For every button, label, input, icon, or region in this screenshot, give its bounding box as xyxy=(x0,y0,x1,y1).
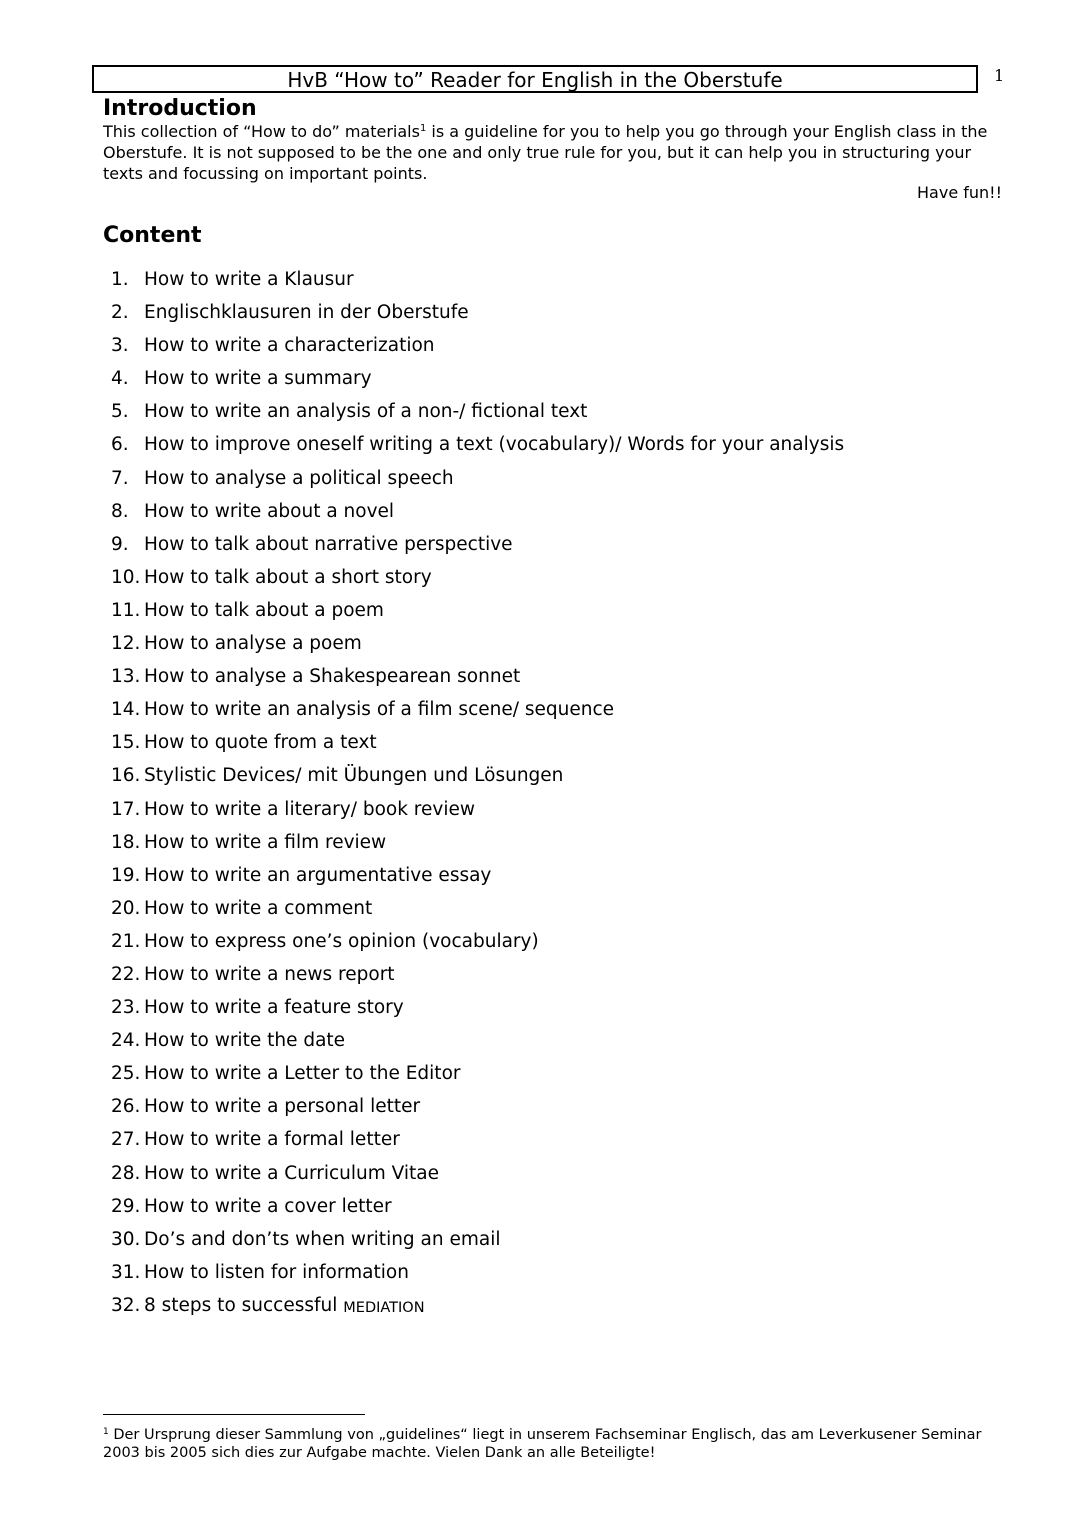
table-of-contents xyxy=(111,266,844,1325)
toc-item-text: How to talk about a short story xyxy=(144,566,432,588)
toc-item-text: How to write a personal letter xyxy=(144,1096,421,1118)
toc-item-number: 24. xyxy=(111,1030,141,1052)
toc-item xyxy=(111,332,844,365)
content-heading: Content xyxy=(103,223,202,248)
toc-item xyxy=(111,1160,844,1193)
toc-item xyxy=(111,1292,844,1325)
toc-item-number: 15. xyxy=(111,732,141,754)
toc-item-number: 25. xyxy=(111,1063,141,1085)
toc-item-text: How to talk about narrative perspective xyxy=(144,533,513,555)
toc-item-number: 4. xyxy=(111,368,129,390)
toc-item-text: How to write a formal letter xyxy=(144,1129,400,1151)
toc-item-number: 1. xyxy=(111,269,129,290)
toc-item-text: How to improve oneself writing a text (vocabulary)/ Words for your analysis xyxy=(144,434,845,456)
toc-item-number: 2. xyxy=(111,302,129,324)
toc-item-number: 8. xyxy=(111,500,129,522)
toc-item-text: How to analyse a Shakespearean sonnet xyxy=(144,666,521,688)
toc-item-number: 17. xyxy=(111,798,141,820)
toc-item xyxy=(111,994,844,1027)
toc-item xyxy=(111,829,844,862)
toc-item xyxy=(111,663,844,696)
intro-text-start: This collection of “How to do” materials xyxy=(103,122,420,141)
toc-item-text: How to talk about a poem xyxy=(144,599,384,621)
toc-item-number: 30. xyxy=(111,1228,141,1250)
toc-item-number: 18. xyxy=(111,831,141,853)
footnote-text: Der Ursprung dieser Sammlung von „guidelines“ liegt in unserem Fachseminar Englisch, das am Leverkusener Seminar 2003 bis 2005 sich dies zur Aufgabe machte. Vielen Dank an alle Beteiligte! xyxy=(103,1427,982,1461)
introduction-paragraph xyxy=(103,121,1003,184)
intro-text-end: is a guideline for you to help you go through your English class in the Oberstufe. It is not supposed to be the one and only true rule for you, but it can help you in structuring your texts and focussing on important points. xyxy=(103,122,988,183)
toc-item-text: How to write an analysis of a film scene/ sequence xyxy=(144,699,614,721)
toc-item-number: 22. xyxy=(111,963,141,985)
toc-item-text: How to write a Letter to the Editor xyxy=(144,1063,461,1085)
footnote-mark: 1 xyxy=(103,1427,109,1437)
toc-item-text: How to write about a novel xyxy=(144,500,395,522)
toc-item-number: 21. xyxy=(111,930,141,952)
document-title: HvB “How to” Reader for English in the Oberstufe xyxy=(92,65,978,93)
toc-item xyxy=(111,398,844,431)
toc-item-number: 28. xyxy=(111,1162,141,1184)
footnote-reference: 1 xyxy=(419,123,427,134)
toc-item xyxy=(111,1193,844,1226)
toc-item xyxy=(111,961,844,994)
toc-item-number: 13. xyxy=(111,666,141,688)
toc-item-number: 16. xyxy=(111,765,141,787)
toc-item xyxy=(111,365,844,398)
toc-item-number: 12. xyxy=(111,633,141,655)
toc-item xyxy=(111,630,844,663)
toc-item-number: 32. xyxy=(111,1294,141,1316)
toc-item-text: How to express one’s opinion (vocabulary) xyxy=(144,930,539,952)
toc-item xyxy=(111,1060,844,1093)
toc-item-number: 20. xyxy=(111,897,141,919)
toc-item-number: 26. xyxy=(111,1096,141,1118)
toc-item xyxy=(111,564,844,597)
footnote xyxy=(103,1426,1003,1462)
toc-item xyxy=(111,1259,844,1292)
toc-item xyxy=(111,1093,844,1126)
toc-item-text: How to write a Klausur xyxy=(144,269,354,290)
toc-item-text: How to write a summary xyxy=(144,368,372,390)
toc-item-number: 7. xyxy=(111,467,129,489)
toc-item-text: How to write a feature story xyxy=(144,997,404,1019)
toc-item-number: 5. xyxy=(111,401,129,423)
toc-item-suffix: MEDIATION xyxy=(343,1300,425,1317)
toc-item xyxy=(111,1027,844,1060)
toc-item xyxy=(111,597,844,630)
toc-item-number: 14. xyxy=(111,699,141,721)
toc-item xyxy=(111,862,844,895)
toc-item xyxy=(111,796,844,829)
toc-item xyxy=(111,1126,844,1159)
toc-item-number: 23. xyxy=(111,997,141,1019)
toc-item-text: How to quote from a text xyxy=(144,732,377,754)
toc-item-number: 10. xyxy=(111,566,141,588)
toc-item-text: Englischklausuren in der Oberstufe xyxy=(144,302,469,324)
toc-item-text: How to write an argumentative essay xyxy=(144,864,492,886)
toc-item-text: How to write a cover letter xyxy=(144,1195,392,1217)
toc-item-text: How to write a news report xyxy=(144,963,395,985)
toc-item-number: 6. xyxy=(111,434,129,456)
introduction-heading: Introduction xyxy=(103,96,257,121)
toc-item-text: How to write a Curriculum Vitae xyxy=(144,1162,439,1184)
toc-item xyxy=(111,431,844,464)
toc-item xyxy=(111,696,844,729)
toc-item-number: 27. xyxy=(111,1129,141,1151)
signoff-text: Have fun!! xyxy=(917,183,1002,202)
toc-item-text: How to write a literary/ book review xyxy=(144,798,475,820)
toc-item-number: 19. xyxy=(111,864,141,886)
toc-item xyxy=(111,895,844,928)
toc-item-text: How to analyse a poem xyxy=(144,633,362,655)
toc-item-number: 9. xyxy=(111,533,129,555)
toc-item-text: How to write a characterization xyxy=(144,335,435,357)
toc-item xyxy=(111,266,844,299)
footnote-divider xyxy=(103,1414,365,1415)
toc-item-text: How to write an analysis of a non-/ fictional text xyxy=(144,401,588,423)
toc-item xyxy=(111,762,844,795)
toc-item-text: How to write the date xyxy=(144,1030,346,1052)
toc-item xyxy=(111,299,844,332)
toc-item-text: How to listen for information xyxy=(144,1261,409,1283)
toc-item-number: 11. xyxy=(111,599,141,621)
toc-item xyxy=(111,498,844,531)
toc-item xyxy=(111,531,844,564)
toc-item-text: Stylistic Devices/ mit Übungen und Lösungen xyxy=(144,765,564,787)
toc-item-text: 8 steps to successful xyxy=(144,1294,344,1316)
toc-item xyxy=(111,928,844,961)
toc-item-text: How to analyse a political speech xyxy=(144,467,454,489)
toc-item xyxy=(111,465,844,498)
toc-item xyxy=(111,729,844,762)
toc-item-text: How to write a comment xyxy=(144,897,373,919)
toc-item-number: 3. xyxy=(111,335,129,357)
page-number: 1 xyxy=(994,66,1005,85)
toc-item-number: 31. xyxy=(111,1261,141,1283)
toc-item-text: Do’s and don’ts when writing an email xyxy=(144,1228,501,1250)
toc-item xyxy=(111,1226,844,1259)
toc-item-number: 29. xyxy=(111,1195,141,1217)
toc-item-text: How to write a film review xyxy=(144,831,387,853)
